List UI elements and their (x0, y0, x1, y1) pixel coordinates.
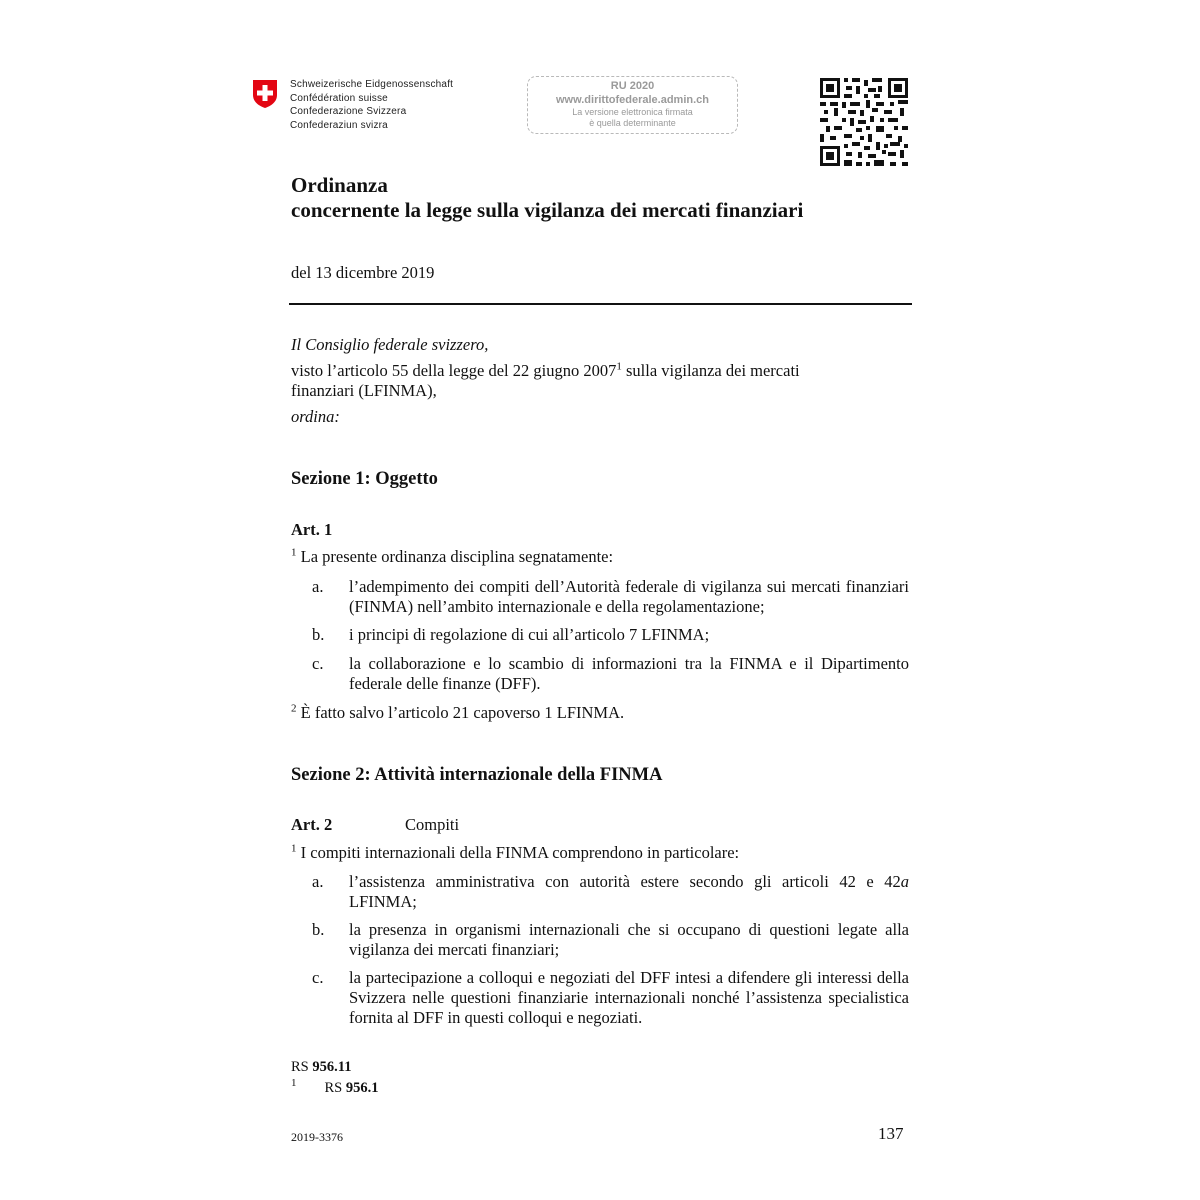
preamble-basis (291, 361, 800, 381)
footnote-ref-1[interactable]: 1 (616, 360, 622, 373)
confederation-names (290, 78, 453, 132)
list-item-text-part: l’assistenza amministrativa con autorità estere secondo gli articoli 42 e 42 (349, 872, 901, 891)
para-text: I compiti internazionali della FINMA comprendono in particolare: (296, 843, 740, 862)
footnote-prefix: RS (324, 1080, 343, 1096)
title-line-1: Ordinanza (291, 173, 388, 197)
footnote-number-ref: 956.1 (345, 1080, 379, 1096)
list-item-text: la partecipazione a colloqui e negoziati del DFF intesi a difendere gli interessi della Svizzera nelle questioni finanziarie internazionali nonché l’assistenza specialistica fornita al DFF in questi colloqui e negoziati. (349, 968, 909, 1027)
preamble-basis-text: visto l’articolo 55 della legge del 22 giugno 2007 (291, 361, 617, 380)
list-item-text: l’adempimento dei compiti dell’Autorità federale di vigilanza sui mercati finanziari (FINMA) nell’ambito internazionale e della regolamentazione; (349, 577, 909, 616)
para-number: 1 (291, 842, 297, 855)
para-number: 1 (291, 546, 297, 559)
list-item-letter: a. (312, 577, 324, 596)
list-item-letter: a. (312, 872, 324, 891)
article-2-para-1 (291, 843, 739, 863)
document-code: 2019-3376 (291, 1130, 343, 1144)
list-item-letter: c. (312, 968, 324, 987)
section-2-heading: Sezione 2: Attività internazionale della FINMA (291, 765, 663, 785)
confederation-name-fr: Confédération suisse (290, 92, 388, 104)
list-item-text (349, 872, 909, 912)
footnote-1 (291, 1077, 379, 1097)
swiss-cross-icon (252, 79, 278, 109)
preamble-authority: Il Consiglio federale svizzero, (291, 335, 489, 354)
preamble-basis-line2: finanziari (LFINMA), (291, 381, 437, 400)
confederation-name-it: Confederazione Svizzera (290, 106, 407, 117)
para-text: La presente ordinanza disciplina segnatamente: (296, 547, 614, 566)
list-item-text-italic: a (900, 872, 909, 891)
list-item-text: i principi di regolazione di cui all’articolo 7 LFINMA; (349, 625, 710, 644)
article-1-para-1 (291, 547, 613, 567)
rs-reference (291, 1059, 351, 1076)
para-number: 2 (291, 702, 297, 715)
preamble-order: ordina: (291, 407, 340, 426)
title-line-2: concernente la legge sulla vigilanza dei mercati finanziari (291, 198, 804, 222)
page-number: 137 (878, 1124, 904, 1143)
list-item-letter: b. (312, 625, 325, 644)
document-date: del 13 dicembre 2019 (291, 263, 435, 282)
rs-number: 956.11 (312, 1059, 352, 1075)
confederation-name-de: Schweizerische Eidgenossenschaft (290, 79, 454, 90)
stamp-note-line1: La versione elettronica firmata (572, 107, 693, 117)
article-1-label: Art. 1 (291, 520, 333, 539)
list-item-text: la presenza in organismi internazionali che si occupano di questioni legate alla vigilanza dei mercati finanziari; (349, 920, 909, 959)
confederation-name-rm: Confederaziun svizra (290, 119, 388, 131)
preamble-basis-text-2: sulla vigilanza dei mercati (621, 361, 800, 380)
para-text: È fatto salvo l’articolo 21 capoverso 1 LFINMA. (296, 703, 625, 722)
list-item-text-part-2: LFINMA; (349, 892, 417, 911)
article-2-title: Compiti (405, 815, 460, 834)
footnote-number: 1 (291, 1077, 297, 1090)
stamp-website[interactable]: www.dirittofederale.admin.ch (555, 94, 709, 106)
stamp-collection: RU 2020 (610, 80, 655, 92)
qr-code-icon (820, 78, 908, 166)
article-1-para-2 (291, 703, 624, 723)
document-title (291, 173, 803, 223)
list-item-letter: b. (312, 920, 325, 939)
article-2-label: Art. 2 (291, 815, 333, 834)
title-divider (289, 303, 912, 305)
list-item-text: la collaborazione e lo scambio di informazioni tra la FINMA e il Dipartimento federale delle finanze (DFF). (349, 654, 909, 693)
section-1-heading: Sezione 1: Oggetto (291, 469, 438, 489)
rs-prefix: RS (291, 1059, 309, 1075)
list-item-letter: c. (312, 654, 324, 673)
publication-stamp (527, 76, 738, 134)
stamp-note-line2: è quella determinante (589, 118, 676, 128)
